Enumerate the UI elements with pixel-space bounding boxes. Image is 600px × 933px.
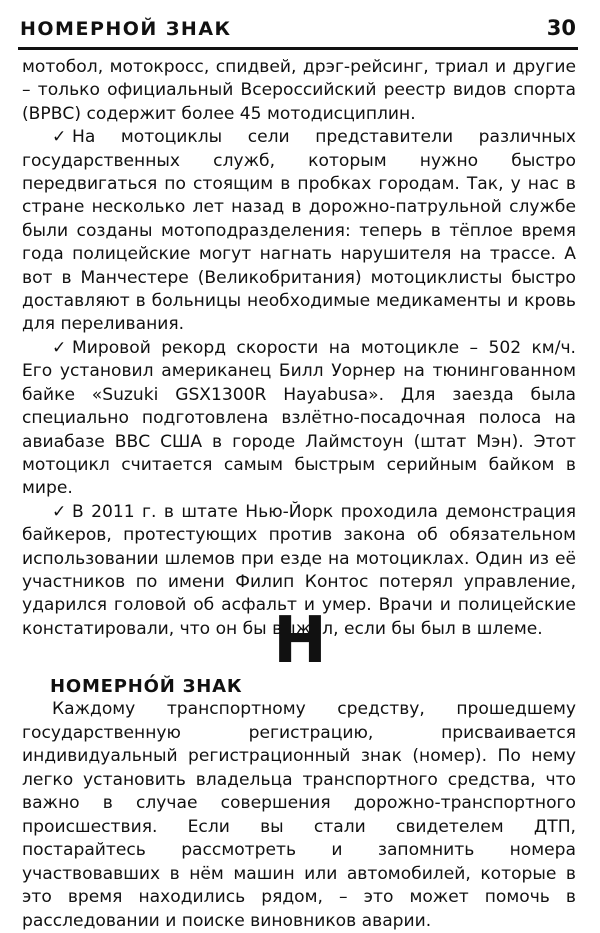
- paragraph-continued: [22, 56, 576, 126]
- entry-body: [22, 698, 576, 933]
- paragraph-text: В 2011 г. в штате Нью-Йорк проходила демонстрация байкеров, протестующих против закона об обязательном использовании шлемов при езде на мотоциклах. Один из её участников по имени Филип Контос потерял управление, ударился головой об асфальт и умер. Врачи и полицейские констатировали, что он бы выжил, если бы был в шлеме.: [22, 501, 576, 639]
- page-header: [18, 14, 578, 44]
- paragraph-bullet: [22, 337, 576, 501]
- entry-heading: НОМЕРНО́Й ЗНАК: [50, 676, 243, 697]
- section-letter: Н: [273, 604, 327, 678]
- paragraph-text: мотобол, мотокросс, спидвей, дрэг-рейсинг, триал и другие – только официальный Всероссийский реестр видов спорта (ВРВС) содержит более 45 мотодисциплин.: [22, 57, 576, 124]
- paragraph-bullet: [22, 126, 576, 337]
- paragraph-text: На мотоциклы сели представители различных государственных служб, которым нужно быстро передвигаться по стоящим в пробках городам. Так, у нас в стране несколько лет назад в дорожно-патрульной службе были созданы мотоподразделения: теперь в тёплое время года полицейские могут нагнать нарушителя на трассе. А вот в Манчестере (Великобритания) мотоциклисты быстро доставляют в больницы необходимые медикаменты и кровь для переливания.: [22, 127, 576, 335]
- paragraph-text: Мировой рекорд скорости на мотоцикле – 502 км/ч. Его установил американец Билл Уорнер на тюнингованном байке «Suzuki GSX1300R Hayabusa». Для заезда была специально подготовлена взлётно-посадочная полоса на авиабазе ВВС США в городе Лаймстоун (штат Мэн). Этот мотоцикл считается самым быстрым серийным байком в мире.: [22, 337, 576, 499]
- checkmark-icon: ✓: [52, 337, 67, 358]
- running-head-title: НОМЕРНОЙ ЗНАК: [20, 18, 232, 40]
- header-rule: [18, 47, 578, 50]
- entry-paragraph: Каждому транспортному средству, прошедшему государственную регистрацию, присваивается индивидуальный регистрационный знак (номер). По нему легко установить владельца транспортного средства, что важно в случае совершения дорожно-транспортного происшествия. Если вы стали свидетелем ДТП, постарайтесь рассмотреть и запомнить номера участвовавших в нём машин или автомобилей, которые в это время находились рядом, – это может помочь в расследовании и поиске виновников аварии.: [22, 699, 576, 931]
- checkmark-icon: ✓: [52, 127, 67, 148]
- body-text: [22, 56, 576, 641]
- page-number: 30: [546, 16, 576, 40]
- checkmark-icon: ✓: [52, 501, 67, 522]
